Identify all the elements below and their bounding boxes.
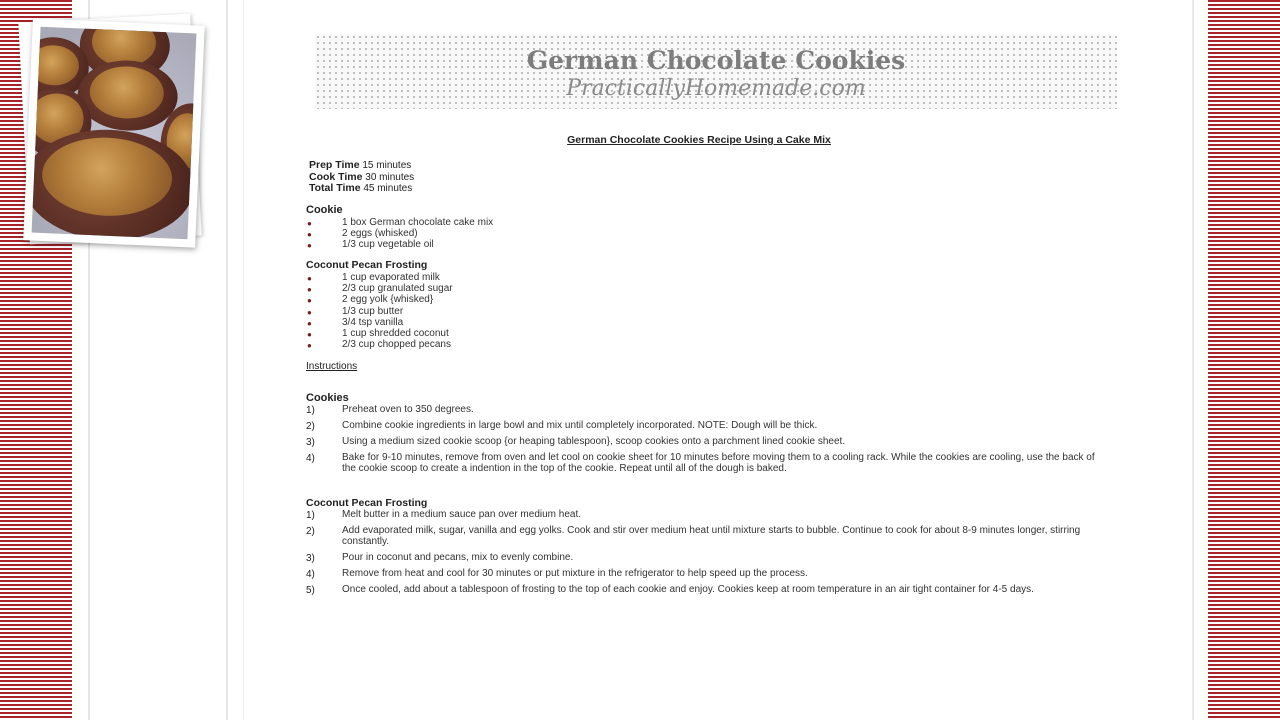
recipe-times — [309, 160, 414, 195]
banner-title: German Chocolate Cookies — [526, 46, 906, 75]
bullet-icon: ● — [307, 274, 312, 283]
frosting-ingredients-heading: Coconut Pecan Frosting — [306, 259, 428, 271]
step-item: 1) Melt butter in a medium sauce pan over medium heat. — [306, 509, 582, 521]
bullet-icon: ● — [307, 219, 312, 228]
bullet-icon: ● — [307, 296, 312, 306]
cookie-photo-image — [32, 27, 197, 240]
banner-subtitle: PracticallyHomemade.com — [566, 76, 866, 101]
total-time-row — [309, 183, 414, 195]
step-item: 3) Pour in coconut and pecans, mix to evenly combine. — [306, 551, 574, 564]
bullet-icon: ● — [307, 230, 312, 240]
time-value: 30 minutes — [365, 171, 415, 183]
step-item: 1) Preheat oven to 350 degrees. — [306, 404, 474, 416]
frosting-steps-list — [306, 510, 1096, 601]
frosting-steps-heading: Coconut Pecan Frosting — [306, 497, 428, 509]
step-item: 2) Add evaporated milk, sugar, vanilla and egg yolks. Cook and stir over medium heat until mixture starts to bubble. Continue to cook for about 8-9 minutes longer, stirring constantly. — [306, 525, 1081, 547]
right-stripe-border — [1208, 0, 1280, 720]
step-item: 4) Remove from heat and cool for 30 minutes or put mixture in the refrigerator to help speed up the process. — [306, 567, 808, 580]
bullet-icon: ● — [307, 341, 312, 351]
time-label: Prep Time — [309, 159, 360, 171]
page-divider-line — [226, 0, 228, 720]
step-item: 5) Once cooled, add about a tablespoon of frosting to the top of each cookie and enjoy. Cookies keep at room temperature in an air tight container for 4-5 days. — [306, 583, 1034, 596]
cookie-ingredients-heading: Cookie — [306, 204, 343, 216]
bullet-icon: ● — [307, 285, 312, 295]
cookie-photo — [23, 18, 205, 247]
instructions-link[interactable]: Instructions — [306, 361, 358, 372]
bullet-icon: ● — [307, 307, 312, 317]
recipe-title-link[interactable]: German Chocolate Cookies Recipe Using a Cake Mix — [567, 134, 831, 146]
step-item: 4) Bake for 9-10 minutes, remove from oven and let cool on cookie sheet for 10 minutes before moving them to a cooling rack. While the cookies are cooling, use the back of the cookie scoop to create a indention in the top of the cookie. Repeat until all of the dough is baked. — [306, 452, 1095, 474]
time-value: 45 minutes — [363, 183, 413, 194]
bullet-icon: ● — [307, 318, 312, 328]
time-label: Total Time — [309, 182, 361, 194]
time-label: Cook Time — [309, 170, 363, 183]
header-banner — [315, 34, 1117, 109]
time-value: 15 minutes — [362, 160, 412, 171]
cookie-steps-list — [306, 405, 1096, 480]
cookie-steps-heading: Cookies — [306, 392, 349, 404]
bullet-icon: ● — [307, 241, 312, 251]
bullet-icon: ● — [307, 329, 312, 339]
step-item: 2) Combine cookie ingredients in large bowl and mix until completely incorporated. NOTE: Dough will be thick. — [306, 420, 818, 432]
step-item: 3) Using a medium sized cookie scoop {or heaping tablespoon}, scoop cookies onto a parchment lined cookie sheet. — [306, 436, 846, 448]
